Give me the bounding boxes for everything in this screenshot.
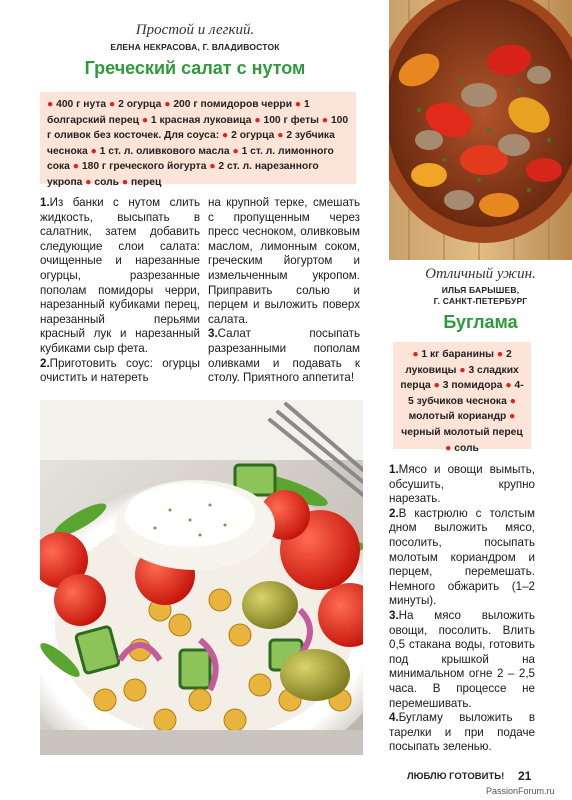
magazine-name: ЛЮБЛЮ ГОТОВИТЬ! (407, 771, 505, 782)
ingredient-item: черный молотый перец (401, 426, 523, 438)
ingredient-bullet: ● (412, 349, 422, 360)
step-text: Салат посыпать разрезанными пополам оливками и подавать к столу. Приятного аппетита! (208, 327, 360, 385)
ingredient-bullet: ● (222, 130, 232, 142)
ingredient-bullet: ● (445, 442, 455, 454)
ingredient-bullet: ● (90, 145, 100, 157)
step-number: 3. (208, 327, 218, 341)
ingredient-bullet: ● (232, 145, 242, 157)
ingredient-item: 4-5 зубчиков чеснока (408, 380, 524, 407)
ingredient-bullet: ● (72, 161, 82, 173)
recipe2-tagline: Отличный ужин. (425, 266, 536, 282)
recipe1-tagline: Простой и легкий. (135, 22, 255, 38)
recipe-step (40, 357, 200, 386)
ingredient-bullet: ● (164, 99, 174, 110)
ingredient-item: 180 г греческого йогурта (81, 161, 207, 173)
ingredient-bullet: ● (321, 114, 331, 126)
greek-salad-photo (40, 400, 363, 755)
recipe2-title: Буглама (443, 312, 518, 332)
recipe-step (389, 507, 535, 609)
step-text: Мясо и овощи вымыть, обсушить, крупно нарезать. (389, 463, 535, 506)
ingredient-item: 2 луковицы (405, 349, 512, 376)
ingredient-item: 100 г феты (263, 114, 319, 126)
ingredient-bullet: ● (294, 99, 305, 110)
ingredient-bullet: ● (47, 99, 57, 110)
ingredient-item: соль (454, 442, 479, 454)
recipe-step (389, 711, 535, 755)
recipe1-steps-column-2 (208, 196, 360, 386)
recipe-step (389, 609, 535, 711)
ingredient-bullet: ● (209, 161, 219, 173)
recipe2-ingredients (393, 342, 531, 454)
step-text: Из банки с нутом слить жидкость, высыпать в салатник, затем добавить следующие слои салата: очищенные и нарезанные огурцы, разрезанные пополам помидоры черри, нарезанный кубиками перец, нарезанный перьями красный лук и нарезанный кубиками сыр фета. (40, 196, 200, 355)
ingredient-item: 1 ст. л. лимонного сока (47, 145, 334, 173)
step-number: 3. (389, 608, 399, 622)
watermark-text: PassionForum.ru (486, 786, 555, 796)
recipe1-ingredients (40, 92, 356, 188)
ingredient-item: 400 г нута (56, 99, 107, 110)
ingredient-item: перец (130, 176, 162, 188)
step-number: 2. (40, 356, 50, 370)
recipe2-author-name: ИЛЬЯ БАРЫШЕВ, (441, 285, 520, 295)
ingredient-item: 3 помидора (442, 380, 503, 392)
ingredient-item: 2 огурца (231, 130, 275, 142)
step-number: 1. (389, 463, 399, 476)
ingredient-bullet: ● (459, 364, 469, 376)
recipe1-steps-column-1 (40, 196, 200, 386)
step-text: В кастрюлю с толстым дном выложить мясо, посолить, посыпать молотым кориандром и перцем, перемешать. Немного обжарить (1–2 минуты). (389, 506, 535, 608)
ingredient-item: молотый кориандр (408, 411, 507, 423)
recipe1-author: ЕЛЕНА НЕКРАСОВА, Г. ВЛАДИВОСТОК (110, 42, 280, 52)
ingredient-item: 3 сладких перца (400, 364, 519, 392)
ingredient-bullet: ● (109, 99, 119, 110)
ingredient-bullet: ● (505, 380, 515, 392)
step-number: 2. (389, 506, 399, 520)
ingredient-item: 2 ст. л. нарезанного укропа (47, 161, 319, 188)
step-text: Приготовить соус: огурцы очистить и натереть (40, 356, 200, 385)
ingredient-bullet: ● (433, 380, 443, 392)
ingredient-bullet: ● (121, 176, 131, 188)
recipe-step (208, 196, 360, 327)
recipe2-steps (389, 463, 535, 755)
ingredient-item: 2 огурца (118, 99, 162, 110)
ingredient-bullet: ● (277, 130, 287, 142)
step-text: Бугламу выложить в тарелки и при подаче посыпать зеленью. (389, 711, 535, 754)
ingredient-item: 1 ст. л. оливкового масла (99, 145, 230, 157)
recipe2-author-city: Г. САНКТ-ПЕТЕРБУРГ (433, 296, 528, 306)
buglama-photo (389, 0, 572, 260)
ingredient-bullet: ● (509, 395, 516, 407)
ingredient-item: соль (94, 176, 120, 188)
step-text: На мясо выложить овощи, посолить. Влить 0,5 стакана воды, готовить под крышкой на минимальном огне 2 – 2,5 часа. В процессе не перемешивать. (389, 608, 535, 710)
step-text: на крупной терке, смешать с пропущенным через пресс чесноком, оливковым маслом, лимонным соком, греческим йогуртом и измельченным укропом. Приправить солью и перцем и выложить поверх салата. (208, 196, 360, 326)
ingredient-item: 200 г помидоров черри (173, 99, 293, 110)
ingredient-bullet: ● (254, 114, 264, 126)
ingredient-item: 100 г оливок без косточек. Для соуса: (47, 114, 349, 142)
ingredient-item: 1 красная луковица (150, 114, 252, 126)
ingredient-item: 2 зубчика чеснока (47, 130, 335, 157)
recipe-step (40, 196, 200, 357)
ingredient-bullet: ● (509, 411, 516, 423)
step-number: 4. (389, 711, 399, 725)
ingredient-item: 1 кг баранины (421, 349, 494, 360)
page-number: 21 (518, 769, 532, 783)
ingredient-bullet: ● (85, 176, 95, 188)
ingredient-bullet: ● (496, 349, 506, 360)
ingredient-bullet: ● (141, 114, 151, 126)
recipe1-title: Греческий салат с нутом (84, 58, 306, 78)
ingredient-item: 1 болгарский перец (47, 99, 310, 126)
recipe-step (208, 327, 360, 385)
step-number: 1. (40, 196, 50, 209)
recipe-step (389, 463, 535, 507)
